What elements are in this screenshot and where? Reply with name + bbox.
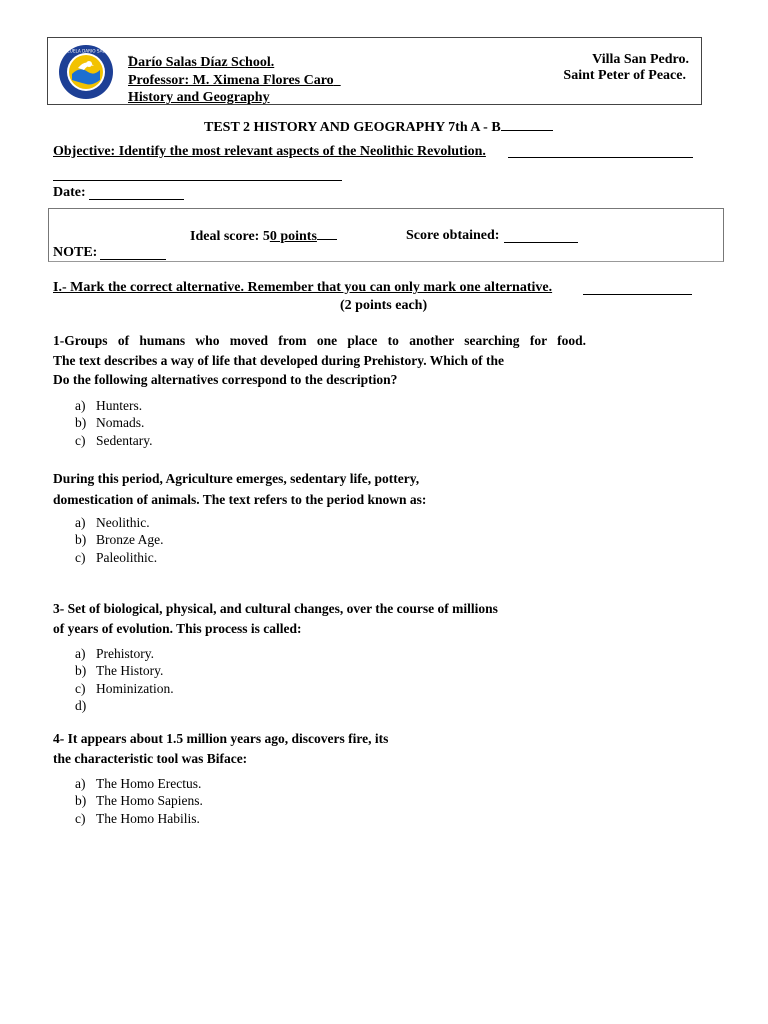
score-obtained-label: Score obtained: <box>406 228 500 243</box>
date-line[interactable] <box>89 199 184 200</box>
question-3 <box>53 599 498 639</box>
ideal-score: Ideal score: 50 points <box>190 227 337 246</box>
question-line: During this period, Agriculture emerges, sedentary life, pottery, <box>53 471 420 486</box>
test-title: TEST 2 HISTORY AND GEOGRAPHY 7th A - B <box>204 119 553 137</box>
question-line: domestication of animals. The text refers to the period known as: <box>53 492 427 507</box>
option-c[interactable]: c) Paleolithic. <box>75 549 158 565</box>
question-3-options <box>75 645 174 714</box>
school-crest-icon <box>58 44 114 100</box>
question-line: 3- Set of biological, physical, and cultural changes, over the course of millions <box>53 601 498 616</box>
option-b[interactable]: b) Nomads. <box>75 415 145 431</box>
question-1 <box>53 331 586 389</box>
option-d[interactable]: d) <box>75 697 87 713</box>
question-line: Do the following alternatives correspond to the description? <box>53 372 398 387</box>
score-obtained-line[interactable] <box>504 242 578 243</box>
option-b[interactable]: b) The History. <box>75 663 164 679</box>
header-motto: Saint Peter of Peace. <box>563 68 686 83</box>
option-a[interactable]: a) Hunters. <box>75 398 143 413</box>
question-line: The text describes a way of life that developed during Prehistory. Which of the <box>53 353 504 368</box>
professor-name: Professor: M. Ximena Flores Caro <box>128 73 334 88</box>
name-line[interactable] <box>53 180 342 181</box>
question-line: 4- It appears about 1.5 million years ago, discovers fire, its <box>53 731 389 746</box>
section-points: (2 points each) <box>340 298 428 313</box>
option-a[interactable]: a) The Homo Erectus. <box>75 776 202 791</box>
option-a[interactable]: a) Neolithic. <box>75 515 150 530</box>
note-line[interactable] <box>100 259 166 260</box>
section-instruction: I.- Mark the correct alternative. Remember that you can only mark one alternative. <box>53 280 553 295</box>
option-c[interactable]: c) Hominization. <box>75 680 174 696</box>
school-name: Darío Salas Díaz School. <box>128 55 275 70</box>
option-b[interactable]: b) The Homo Sapiens. <box>75 793 203 809</box>
question-4-options <box>75 775 203 827</box>
question-line: of years of evolution. This process is called: <box>53 621 302 636</box>
date-label: Date: <box>53 185 86 200</box>
question-line: 1-Groups of humans who moved from one place to another searching for food. <box>53 333 586 348</box>
note-label: NOTE: <box>53 245 98 260</box>
question-2 <box>53 468 426 510</box>
option-b[interactable]: b) Bronze Age. <box>75 532 164 548</box>
svg-text:ESCUELA DARIO SALAS: ESCUELA DARIO SALAS <box>61 48 111 54</box>
option-c[interactable]: c) The Homo Habilis. <box>75 810 200 826</box>
question-4 <box>53 729 388 769</box>
objective: Objective: Identify the most relevant aspects of the Neolithic Revolution. <box>53 144 486 159</box>
score-box <box>48 208 724 262</box>
option-c[interactable]: c) Sedentary. <box>75 432 153 448</box>
question-line: the characteristic tool was Biface: <box>53 751 248 766</box>
question-1-options <box>75 397 152 449</box>
option-a[interactable]: a) Prehistory. <box>75 646 154 661</box>
subject-name: History and Geography <box>128 90 270 105</box>
question-2-options <box>75 514 163 566</box>
header-place: Villa San Pedro. <box>592 52 689 67</box>
